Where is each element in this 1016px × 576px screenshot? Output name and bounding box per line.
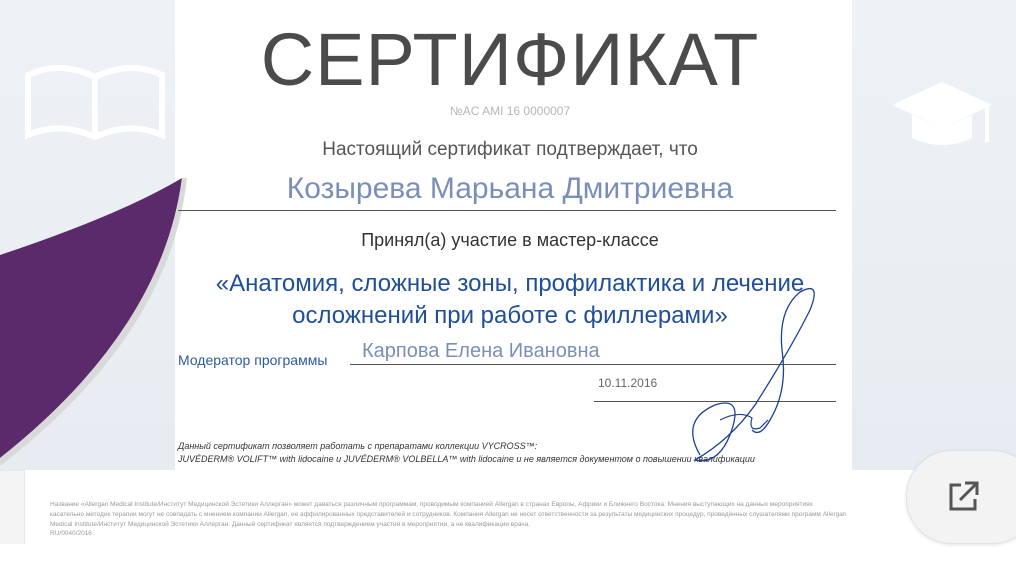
right-decor-panel [852, 0, 1016, 470]
signature [660, 270, 860, 480]
footer-line-2: касательно методик терапии могут не совпадать с мнением компании Allergan, ее аффилированных представителей и сотрудников. Компания Allergan не несет ответственности за результаты медицинских процедур, проведённых слушателями программ Allergan [50, 511, 847, 518]
legal-footer [50, 500, 910, 530]
confirms-text: Настоящий сертификат подтверждает, что [322, 139, 698, 160]
course-title: «Анатомия, сложные зоны, профилактика и лечение осложнений при работе с филлерами» [215, 270, 805, 329]
open-external-button[interactable] [906, 450, 1016, 544]
purple-wave-decoration [0, 0, 200, 470]
certificate-number: №AC AMI 16 0000007 [449, 104, 571, 118]
allows-line-2: JUVÉDERM® VOLIFT™ with lidocaine и JUVÉDERM® VOLBELLA™ with lidocaine и не является документом о повышении квалификации [178, 454, 755, 464]
bottom-strip [0, 544, 1016, 576]
document-code: RU/0040/2016 [50, 530, 92, 537]
allows-line-1: Данный сертификат позволяет работать с препаратами коллекции VYCROSS™: [178, 441, 538, 451]
certificate-title: СЕРТИФИКАТ [260, 18, 760, 101]
footer-line-3: Medical Institute/Институт Медицинской Эстетики Аллерган. Данный сертификат является подтверждением участия в мероприятии, а не квалификации врача. [50, 521, 531, 528]
moderator-name: Карпова Елена Ивановна [362, 340, 600, 362]
recipient-name: Козырева Марьана Дмитриевна [286, 172, 734, 205]
left-edge-tab[interactable] [0, 470, 25, 546]
participated-text: Принял(а) участие в мастер-классе [361, 230, 659, 250]
recipient-underline [178, 210, 836, 211]
certificate-date: 10.11.2016 [598, 376, 658, 390]
footer-line-1: Название «Allergan Medical Institute/Институт Медицинской Эстетики Аллерган» может даваться различным программам, проводимым компанией Allergan в странах Европы, Африки и Ближнего Востока. Мнения выступающих на данных мероприятиях [50, 501, 813, 508]
graduation-cap-icon [882, 70, 1002, 160]
moderator-label: Модератор программы [178, 352, 328, 368]
open-external-icon [943, 477, 983, 517]
